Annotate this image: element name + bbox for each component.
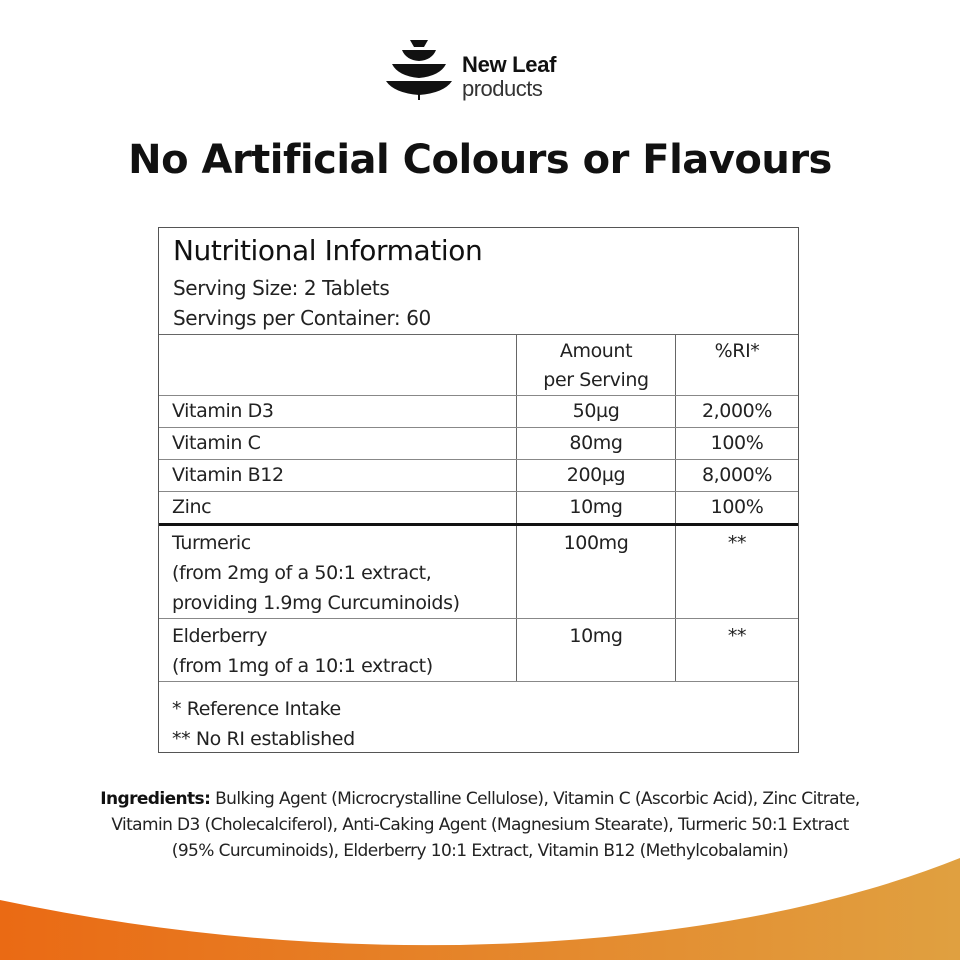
footnote: * Reference Intake	[172, 698, 341, 720]
table-row	[159, 492, 798, 525]
ingredients-list: Bulking Agent (Microcrystalline Cellulose), Vitamin C (Ascorbic Acid), Zinc Citrate, Vitamin D3 (Cholecalciferol), Anti-Caking Agent (Magnesium Stearate), Turmeric 50:1 Extract (95% Curcuminoids), Elderberry 10:1 Extract, Vitamin B12 (Methylcobalamin)	[111, 789, 860, 861]
headline: No Artificial Colours or Flavours	[128, 137, 832, 183]
nutrient-name: Vitamin B12	[159, 460, 517, 492]
tiered-leaf-tree-icon	[386, 38, 452, 100]
extract-detail: (from 2mg of a 50:1 extract,	[172, 562, 432, 584]
nutrient-name: Vitamin D3	[159, 396, 517, 428]
brand-subtitle: products	[462, 76, 543, 101]
extract-name: Elderberry	[172, 625, 268, 647]
brand-logo	[386, 38, 586, 106]
column-header-ri: %RI*	[676, 335, 799, 396]
extract-detail: providing 1.9mg Curcuminoids)	[172, 592, 460, 614]
nutrient-ri: 100%	[676, 428, 799, 460]
servings-per-container: Servings per Container: 60	[173, 306, 431, 330]
nutrient-amount: 80mg	[517, 428, 676, 460]
extract-name-cell	[159, 619, 517, 682]
panel-header	[159, 228, 798, 335]
brand-name: New Leaf	[462, 52, 557, 77]
orange-wave-decoration	[0, 850, 960, 960]
nutrient-amount: 200µg	[517, 460, 676, 492]
table-row	[159, 396, 798, 428]
amount-header-line2: per Serving	[543, 369, 649, 391]
extract-detail: (from 1mg of a 10:1 extract)	[172, 655, 433, 677]
nutrition-panel	[158, 227, 799, 753]
nutrient-amount: 10mg	[517, 492, 676, 525]
column-header-amount	[517, 335, 676, 396]
ingredients-label: Ingredients:	[100, 789, 211, 809]
footnote: ** No RI established	[172, 728, 355, 750]
panel-title: Nutritional Information	[173, 234, 483, 267]
serving-size: Serving Size: 2 Tablets	[173, 276, 390, 300]
nutrient-name: Zinc	[159, 492, 517, 525]
nutrient-ri: 2,000%	[676, 396, 799, 428]
column-header-name	[159, 335, 517, 396]
table-row	[159, 619, 798, 682]
amount-header-line1: Amount	[559, 340, 633, 362]
table-row	[159, 428, 798, 460]
table-header-row	[159, 335, 798, 396]
nutrient-ri: 8,000%	[676, 460, 799, 492]
panel-footnotes	[159, 682, 798, 752]
extract-name-cell	[159, 525, 517, 619]
extract-ri: **	[676, 619, 799, 682]
table-row	[159, 525, 798, 619]
extract-amount: 100mg	[517, 525, 676, 619]
nutrient-amount: 50µg	[517, 396, 676, 428]
nutrition-table	[159, 335, 798, 682]
extract-name: Turmeric	[172, 532, 251, 554]
nutrient-name: Vitamin C	[159, 428, 517, 460]
table-row	[159, 460, 798, 492]
nutrient-ri: 100%	[676, 492, 799, 525]
extract-ri: **	[676, 525, 799, 619]
extract-amount: 10mg	[517, 619, 676, 682]
